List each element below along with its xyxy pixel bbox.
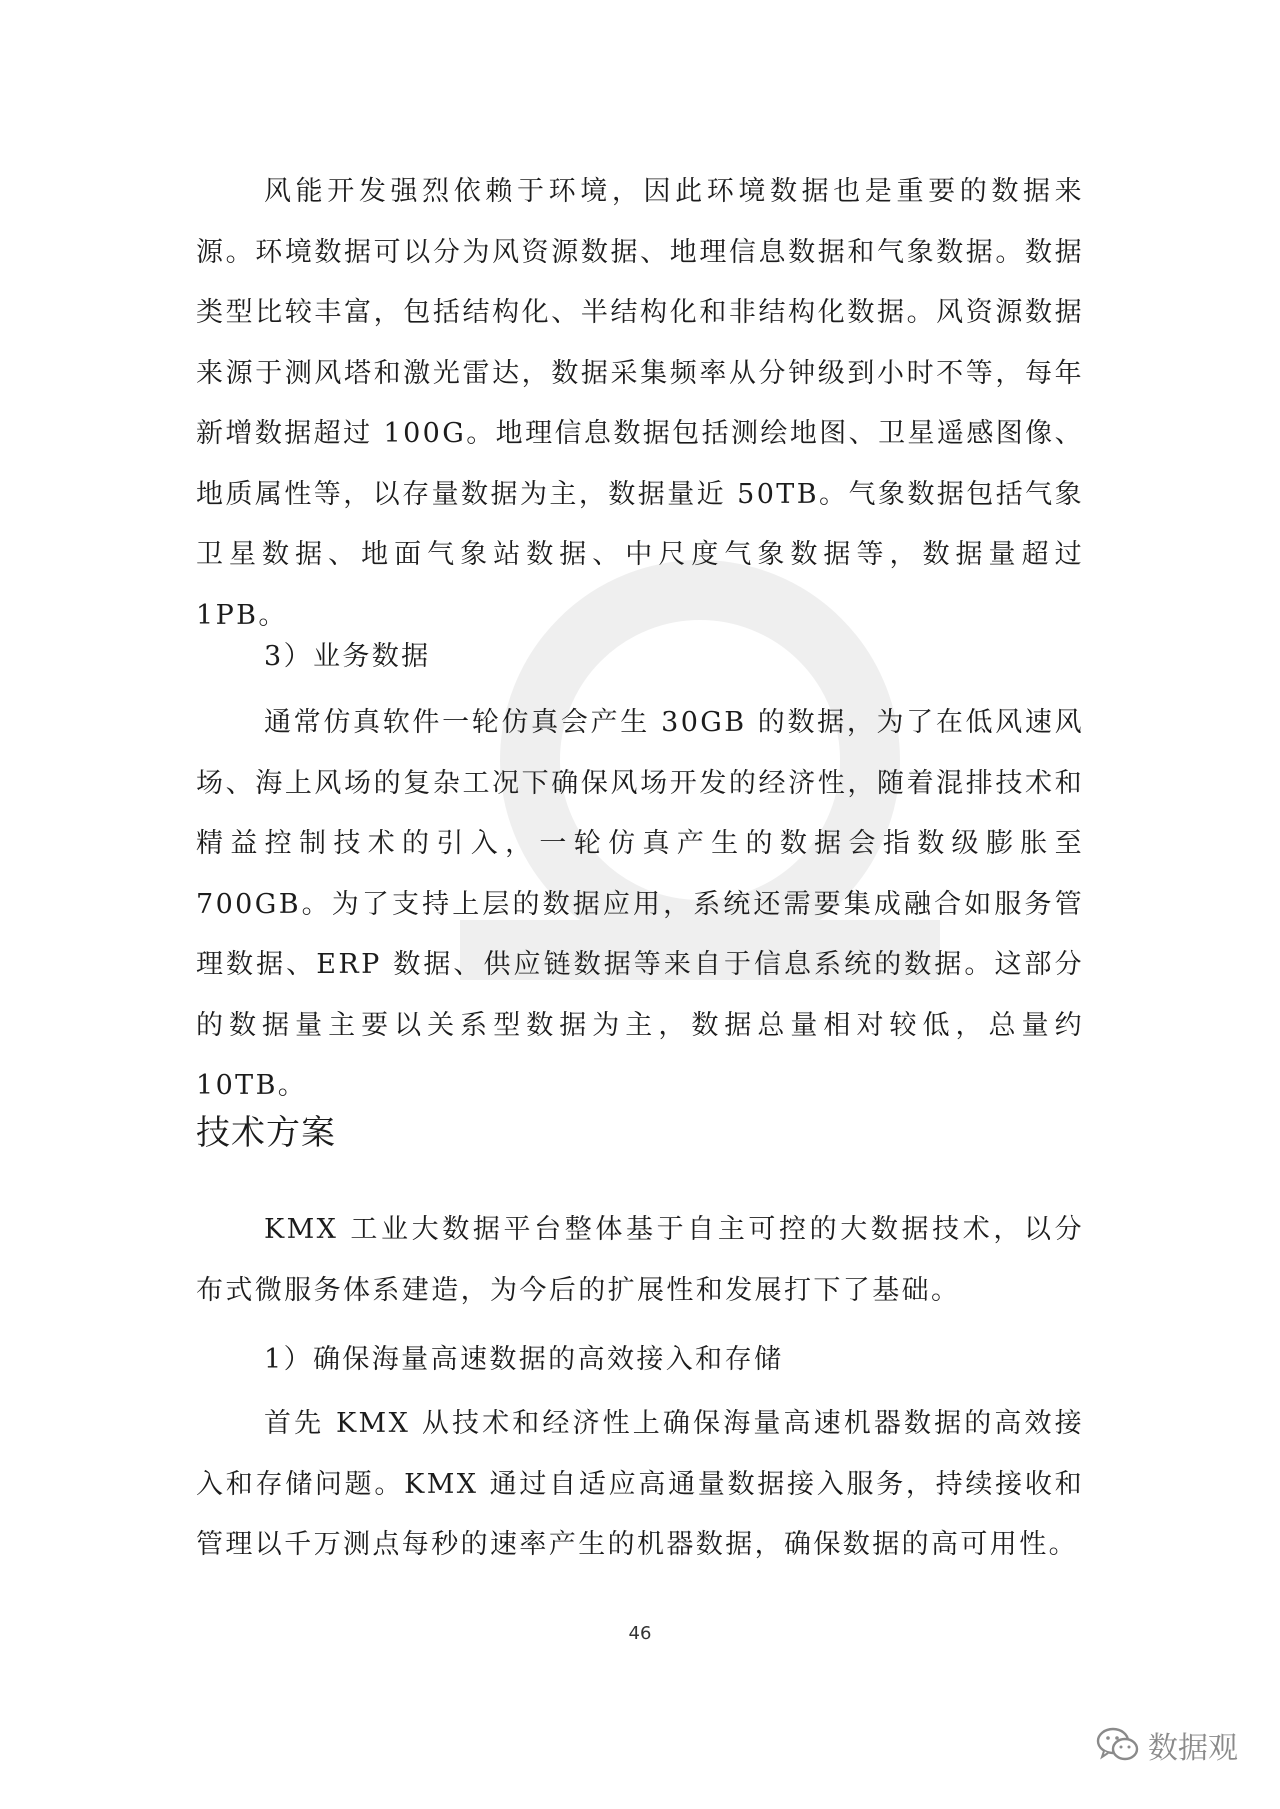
- section-title: 技术方案: [196, 1113, 336, 1153]
- wechat-icon: [1096, 1726, 1140, 1764]
- source-watermark: [1096, 1723, 1238, 1767]
- environment-data-paragraph: 风能开发强烈依赖于环境，因此环境数据也是重要的数据来源。环境数据可以分为风资源数据、地理信息数据和气象数据。数据类型比较丰富，包括结构化、半结构化和非结构化数据。风资源数据来源于测风塔和激光雷达，数据采集频率从分钟级到小时不等，每年新增数据超过 100G。地理信息数据包括测绘地图、卫星遥感图像、地质属性等，以存量数据为主，数据量近 50TB。气象数据包括气象卫星数据、地面气象站数据、中尺度气象数据等，数据量超过 1PB。: [196, 176, 1084, 631]
- page-number: 46: [628, 1623, 652, 1644]
- business-data-paragraph: 通常仿真软件一轮仿真会产生 30GB 的数据，为了在低风速风场、海上风场的复杂工况下确保风场开发的经济性，随着混排技术和精益控制技术的引入，一轮仿真产生的数据会指数级膨胀至 700GB。为了支持上层的数据应用，系统还需要集成融合如服务管理数据、ERP 数据、供应链数据等来自于信息系统的数据。这部分的数据量主要以关系型数据为主，数据总量相对较低，总量约 10TB。: [196, 707, 1084, 1101]
- ingest-paragraph: 首先 KMX 从技术和经济性上确保海量高速机器数据的高效接入和存储问题。KMX 通过自适应高通量数据接入服务，持续接收和管理以千万测点每秒的速率产生的机器数据，确保数据的高可用性。: [196, 1408, 1084, 1560]
- kmx-intro-paragraph: KMX 工业大数据平台整体基于自主可控的大数据技术，以分布式微服务体系建造，为今后的扩展性和发展打下了基础。: [196, 1214, 1084, 1306]
- ingest-subheading: 1）确保海量高速数据的高效接入和存储: [264, 1344, 784, 1375]
- brand-label: 数据观: [1148, 1731, 1238, 1766]
- business-data-subheading: 3）业务数据: [264, 641, 431, 672]
